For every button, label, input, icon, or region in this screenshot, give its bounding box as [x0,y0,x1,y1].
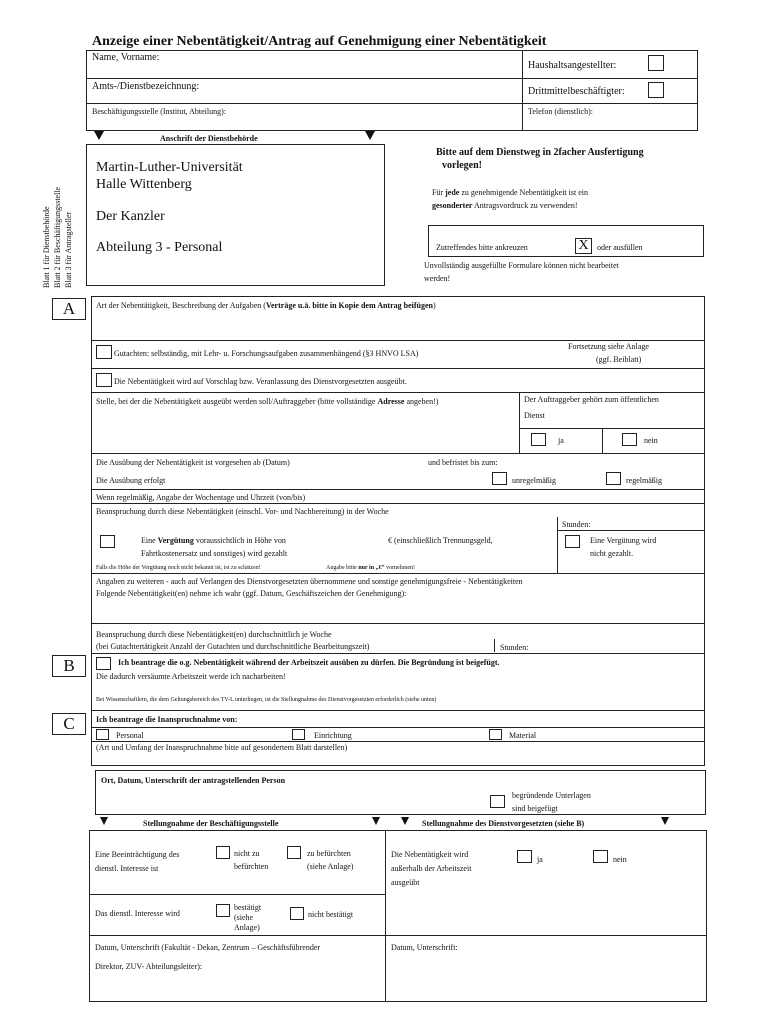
notice-text2: gesonderter Antragsvordruck zu verwenden! [432,201,578,210]
datum-unterschrift-label: Datum, Unterschrift (Fakultät - Dekan, Zentrum – Geschäftsführender [95,943,321,952]
wissenschaftler-note: Bei Wissenschaftlern, die dem Geltungsbereich des TV-L unterliegen, ist die Stellungnahme des Dienstvorgesetzten erforderlich (siehe unten) [96,697,437,703]
beschaeftigung-label: Beschäftigungsstelle (Institut, Abteilung): [92,107,226,116]
section-b-letter: B [63,656,75,675]
weitere-label2: Folgende Nebentätigkeit(en) nehme ich wahr (ggf. Datum, Geschäftszeichen der Genehmigung): [96,589,407,598]
beanspruchung-label: Beanspruchung durch diese Nebentätigkeit (einschl. Vor- und Nachbereitung) in der Woche [96,507,389,516]
vorschlag-checkbox[interactable] [96,373,112,387]
unregelmaessig-checkbox[interactable] [492,472,507,485]
name-label: Name, Vorname: [92,52,160,63]
datum-unterschrift-label2: Direktor, ZUV- Abteilungsleiter): [95,962,203,971]
stelle-label: Stelle, bei der die Nebentätigkeit ausgeübt werden soll/Auftraggeber (bitte vollständige Adresse angeben!) [96,397,439,406]
art-umfang-label: (Art und Umfang der Inanspruchnahme bitte auf gesondertem Blatt darstellen) [96,743,348,752]
material-label: Material [509,731,537,740]
euro-label: € (einschließlich Trennungsgeld, [388,536,493,545]
ort-datum-label: Ort, Datum, Unterschrift der antragstellenden Person [101,776,286,785]
versaeumte-label: Die dadurch versäumte Arbeitszeit werde ich nacharbeiten! [96,672,286,681]
name-field[interactable] [92,64,517,76]
inanspruchnahme-label: Ich beantrage die Inanspruchnahme von: [96,715,238,724]
nicht-bestaetigt-label: nicht bestätigt [308,910,354,919]
befristet-label: und befristet bis zum: [428,458,498,467]
drittmittel-label: Drittmittelbeschäftigter: [528,86,625,97]
arrow-down-icon [661,817,669,825]
zu-befuerchten-label2: (siehe Anlage) [307,862,354,871]
beeintraechtigung-label2: dienstl. Interesse ist [95,864,159,873]
stunden-label: Stunden: [562,520,591,529]
regelmaessig-label: regelmäßig [626,476,662,485]
gutachtertaetig-label: (bei Gutachtertätigkeit Anzahl der Gutachten und durchschnittliche Bearbeitungszeit) [96,642,370,651]
blatt3-label: Blatt 3 für Antragsteller [64,211,73,288]
bestaetigt-checkbox[interactable] [216,904,230,917]
arrow-down-icon [365,131,375,140]
notice-heading: Bitte auf dem Dienstweg in 2facher Ausfertigung [436,147,644,158]
arrow-down-icon [401,817,409,825]
amts-label: Amts-/Dienstbezeichnung: [92,81,200,92]
zu-befuerchten-checkbox[interactable] [287,846,301,859]
arbeitszeit-nein-checkbox[interactable] [593,850,608,863]
einrichtung-label: Einrichtung [314,731,352,740]
oeffentlich-ja-checkbox[interactable] [531,433,546,446]
x-mark-box: X [575,238,592,254]
material-checkbox[interactable] [489,729,502,740]
oder-label: oder ausfüllen [597,243,643,252]
oeffentlich-nein-label: nein [644,436,658,445]
stellungnahme-dienstvorgesetzter-title: Stellungnahme des Dienstvorgesetzten (siehe B) [422,819,585,828]
address-line3: Der Kanzler [96,209,165,224]
haushalt-checkbox[interactable] [648,55,664,71]
angabe-nur-note: Angabe bitte nur in „€“ vornehmen! [326,565,416,571]
unregelmaessig-label: unregelmäßig [512,476,556,485]
wird-ausgeuebt-label: Die Nebentätigkeit wird [391,850,469,859]
wird-ausgeuebt-label3: ausgeübt [391,878,420,887]
unvollstaendig1: Unvollständig ausgefüllte Formulare können nicht bearbeitet [424,261,619,270]
address-line4: Abteilung 3 - Personal [96,240,223,255]
oeffentlich-nein-checkbox[interactable] [622,433,637,446]
datum-unterschrift-rechts: Datum, Unterschrift: [391,943,458,952]
einrichtung-checkbox[interactable] [292,729,305,740]
arrow-down-icon [100,817,108,825]
interesse-label: Das dienstl. Interesse wird [95,909,180,918]
personal-label: Personal [116,731,144,740]
wird-ausgeuebt-label2: außerhalb der Arbeitszeit [391,864,472,873]
nicht-zu-label2: befürchten [234,862,269,871]
regelmaessig-checkbox[interactable] [606,472,621,485]
nicht-zu-label: nicht zu [234,849,260,858]
weitere-label: Angaben zu weiteren - auch auf Verlangen des Dienstvorgesetzten übernommene und sonstige genehmigungsfreie - Nebentätigkeiten [96,577,523,586]
auftraggeber-label: Der Auftraggeber gehört zum öffentlichen [524,395,659,404]
keine-verguetung-checkbox[interactable] [565,535,580,548]
beanspruchung2-label: Beanspruchung durch diese Nebentätigkeit(en) durchschnittlich je Woche [96,630,332,639]
arbeitszeit-ja-label: ja [537,855,543,864]
zu-befuerchten-label: zu befürchten [307,849,351,858]
arbeitszeit-nein-label: nein [613,855,627,864]
blatt2-label: Blatt 2 für Beschäftigungsstelle [53,186,62,288]
personal-checkbox[interactable] [96,729,109,740]
drittmittel-checkbox[interactable] [648,82,664,98]
verguetung-label: Eine Vergütung voraussichtlich in Höhe von [141,536,286,545]
vorschlag-label: Die Nebentätigkeit wird auf Vorschlag bzw. Veranlassung des Dienstvorgesetzten ausgeübt. [114,377,407,386]
art-label: Art der Nebentätigkeit, Beschreibung der Aufgaben (Verträge u.ä. bitte in Kopie dem Antrag beifügen) [96,301,436,310]
begruendende-label: begründende Unterlagen [512,791,591,800]
nicht-zu-befuerchten-checkbox[interactable] [216,846,230,859]
arbeitszeit-ja-checkbox[interactable] [517,850,532,863]
verguetung-checkbox[interactable] [100,535,115,548]
section-a-letter: A [62,299,76,318]
fahrtkosten-label: Fahrtkostenersatz und sonstiges) wird gezahlt [141,549,288,558]
unvollstaendig2: werden! [424,274,451,283]
wenn-regel-label: Wenn regelmäßig, Angabe der Wochentage und Uhrzeit (von/bis) [96,493,306,502]
form-title: Anzeige einer Nebentätigkeit/Antrag auf Genehmigung einer Nebentätigkeit [92,34,547,49]
gutachten-label: Gutachten: selbständig, mit Lehr- u. Forschungsaufgaben zusammenhängend (§3 HNVO LSA) [114,349,419,358]
notice-text1: Für jede zu genehmigende Nebentätigkeit ist ein [432,188,588,197]
arrow-down-icon [94,131,104,140]
arrow-down-icon [372,817,380,825]
bestaetigt-label: bestätigt [234,903,262,912]
keine-verguetung-label: Eine Vergütung wird [590,536,657,545]
address-line1: Martin-Luther-Universität [96,160,243,175]
address-caption: Anschrift der Dienstbehörde [160,134,258,143]
begruendende-label2: sind beigefügt [512,804,558,813]
haushalt-label: Haushaltsangestellter: [528,60,617,71]
fortsetzung-beiblatt: (ggf. Beiblatt) [596,355,642,364]
bestaetigt-label3: Anlage) [234,923,260,932]
stellungnahme-beschaeftigung-title: Stellungnahme der Beschäftigungsstelle [143,819,279,828]
arbeitszeit-checkbox[interactable] [96,657,111,670]
ausuebung-ab-label: Die Ausübung der Nebentätigkeit ist vorgesehen ab (Datum) [96,458,290,467]
beantrage-label: Ich beantrage die o.g. Nebentätigkeit während der Arbeitszeit ausüben zu dürfen. Die Begründung ist beigefügt. [118,658,500,667]
erfolgt-label: Die Ausübung erfolgt [96,476,166,485]
zutreffendes-label: Zutreffendes bitte ankreuzen [436,243,528,252]
auftraggeber-dienst: Dienst [524,411,545,420]
fortsetzung-label: Fortsetzung siehe Anlage [568,342,649,351]
notice-heading2: vorlegen! [442,160,482,171]
oeffentlich-ja-label: ja [558,436,564,445]
falls-hoehe-note: Falls die Höhe der Vergütung noch nicht bekannt ist, ist zu schätzen! [96,565,261,571]
nicht-bestaetigt-checkbox[interactable] [290,907,304,920]
telefon-label: Telefon (dienstlich): [528,107,593,116]
section-c-letter: C [63,714,75,733]
address-line2: Halle Wittenberg [96,177,192,192]
gutachten-checkbox[interactable] [96,345,112,359]
blatt1-label: Blatt 1 für Dienstbehörde [42,206,51,288]
bestaetigt-label2: (siehe [234,913,254,922]
begruendende-checkbox[interactable] [490,795,505,808]
beeintraechtigung-label: Eine Beeinträchtigung des [95,850,180,859]
keine-verguetung-label2: nicht gezahlt. [590,549,634,558]
stunden2-label: Stunden: [500,643,529,652]
